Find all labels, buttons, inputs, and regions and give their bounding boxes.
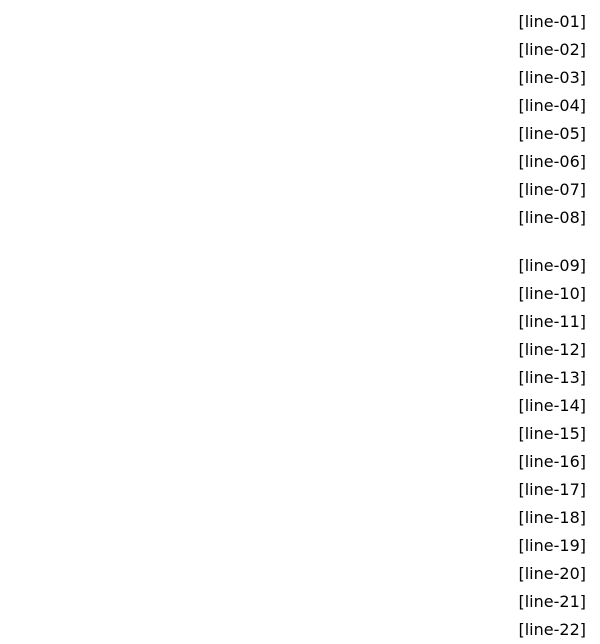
text-line: [line-20] [518,564,586,583]
text-line: [line-05] [518,124,586,143]
text-line: [line-06] [518,152,586,171]
text-line: [line-21] [518,592,586,611]
text-line: [line-22] [518,620,586,639]
text-line: [line-15] [518,424,586,443]
text-line: [line-01] [518,12,586,31]
paragraph-2 [14,252,586,644]
text-line: [line-13] [518,368,586,387]
text-line: [line-10] [518,284,586,303]
text-line: [line-14] [518,396,586,415]
text-line: [line-03] [518,68,586,87]
text-line: [line-04] [518,96,586,115]
text-line: [line-16] [518,452,586,471]
text-line: [line-09] [518,256,586,275]
text-line: [line-12] [518,340,586,359]
text-line: [line-08] [518,208,586,227]
text-line: [line-02] [518,40,586,59]
paragraph-1 [14,8,586,232]
text-line: [line-07] [518,180,586,199]
text-line: [line-18] [518,508,586,527]
text-line: [line-19] [518,536,586,555]
text-line: [line-11] [518,312,586,331]
text-line: [line-17] [518,480,586,499]
